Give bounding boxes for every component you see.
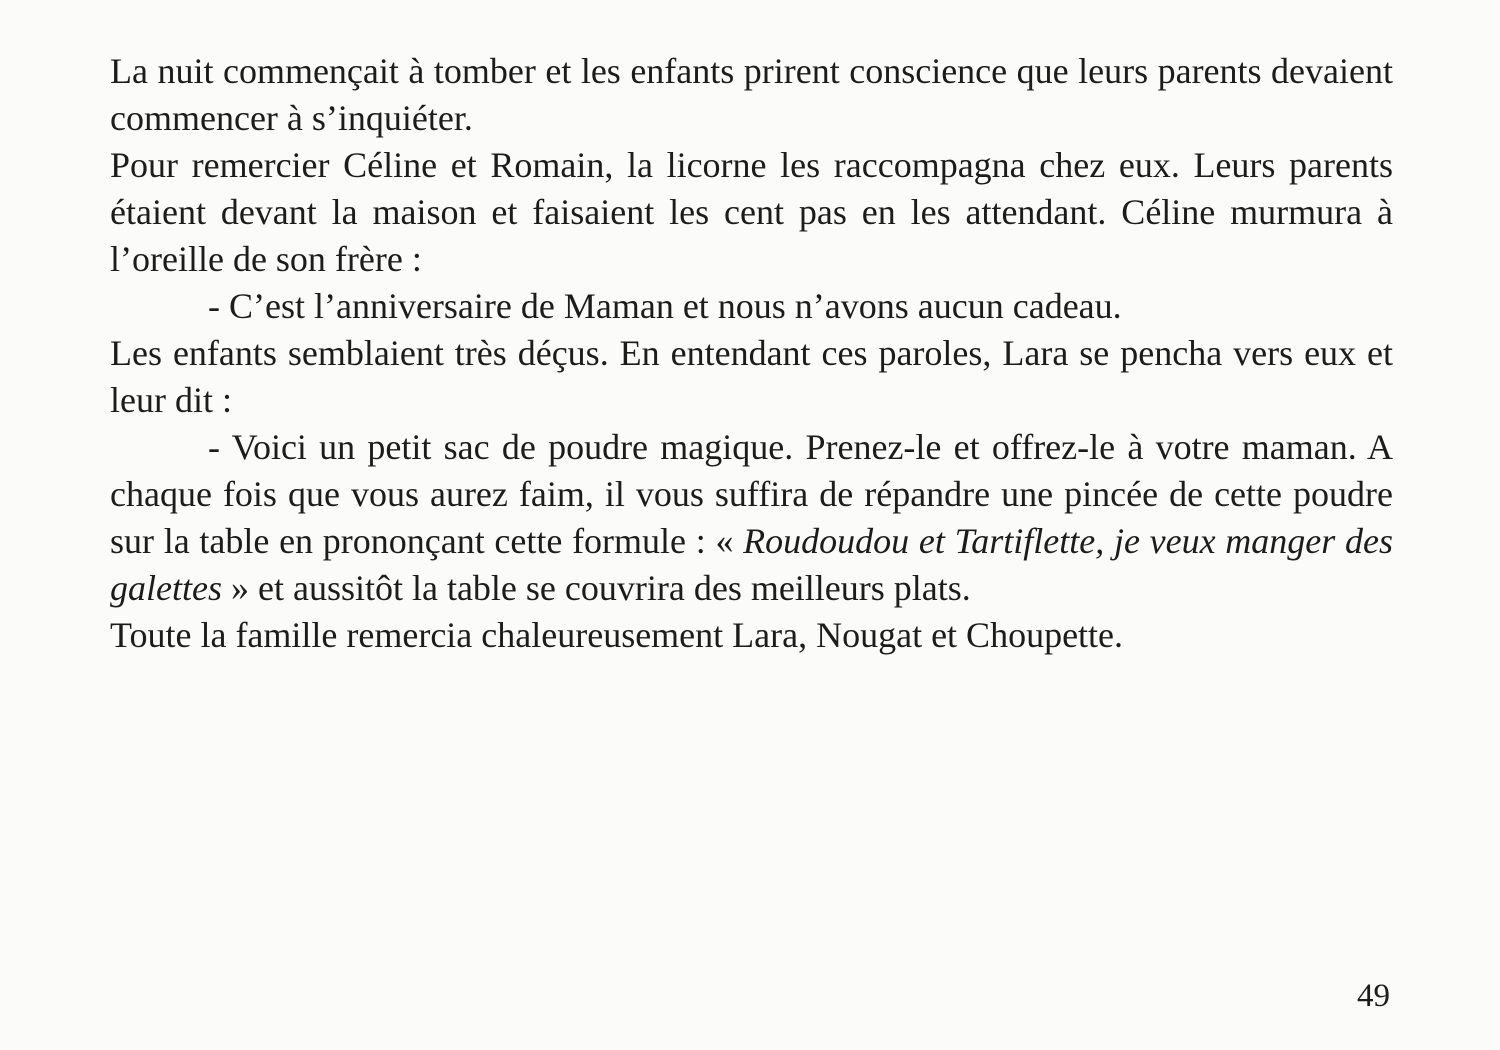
dialogue-lara [110,424,1393,612]
paragraph-1: La nuit commençait à tomber et les enfants prirent conscience que leurs parents devaient commencer à s’inquiéter. [110,51,1393,138]
story-text [110,48,1393,659]
magic-formula: Roudoudou et Tartiflette, je veux manger des galettes [110,521,1393,608]
page-number: 49 [1357,978,1390,1014]
paragraph-2: Pour remercier Céline et Romain, la licorne les raccompagna chez eux. Leurs parents étaient devant la maison et faisaient les cent pas en les attendant. Céline murmura à l’oreille de son frère : [110,145,1393,279]
dialogue-lara-end: » et aussitôt la table se couvrira des meilleurs plats. [221,568,971,608]
dialogue-celine: - C’est l’anniversaire de Maman et nous n’avons aucun cadeau. [208,286,1122,326]
dialogue-lara-start: - Voici un petit sac de poudre magique. Prenez-le et offrez-le à votre maman. A chaque fois que vous aurez faim, il vous suffira de répandre une pincée de cette poudre sur la table en prononçant cette formule : « [110,427,1393,561]
paragraph-4: Les enfants semblaient très déçus. En entendant ces paroles, Lara se pencha vers eux et leur dit : [110,333,1393,420]
paragraph-6: Toute la famille remercia chaleureusement Lara, Nougat et Choupette. [110,615,1124,655]
